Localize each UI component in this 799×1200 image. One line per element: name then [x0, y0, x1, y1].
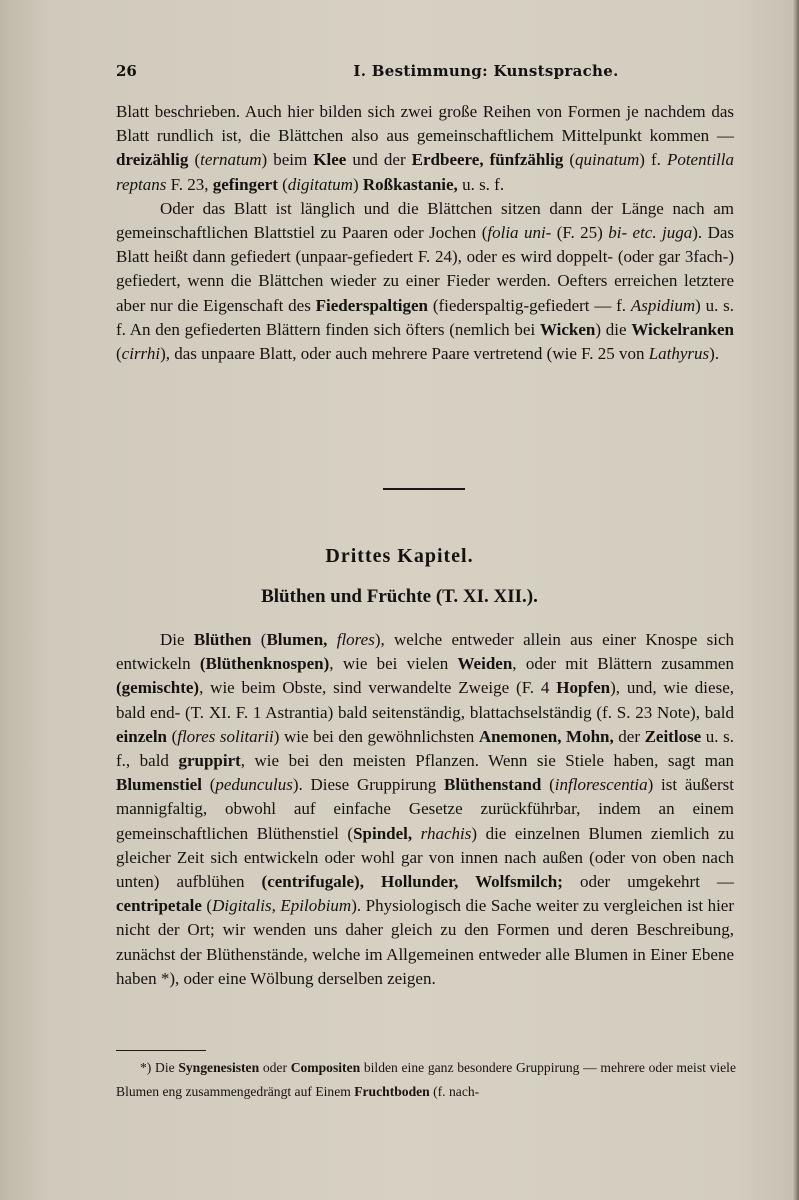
term-latin: rhachis — [420, 823, 472, 843]
text-run: ) — [352, 174, 363, 194]
term-bold: (gemischte) — [116, 678, 200, 698]
term-latin: pedunculus — [215, 775, 293, 795]
term-bold: Blüthen — [193, 630, 252, 649]
term-latin: Lathyrus — [648, 344, 710, 364]
text-run: ) ist äußerst mannigfaltig, obwohl auf einfache Gesetze zurückführbar, indem an einem gemeinschaftlichen Blüthenstiel ( — [116, 775, 734, 843]
text-block-upper — [116, 100, 734, 366]
section-divider — [383, 488, 465, 490]
term-bold: Klee — [313, 150, 347, 170]
term-latin: flores solitarii — [177, 726, 274, 746]
text-block-lower — [116, 628, 734, 991]
text-run: (F. 25) — [551, 223, 609, 243]
text-run: ) die einzelnen Blumen ziemlich zu gleicher Zeit sich entwickeln oder wohl gar von innen nach außen (oder von oben nach unten) aufblühen — [116, 823, 735, 892]
section-title: Blüthen und Früchte (T. XI. XII.). — [261, 586, 538, 607]
term-bold: Syngenesisten — [178, 1060, 260, 1075]
text-run: ), das unpaare Blatt, oder auch mehrere Paare vertretend (wie F. 25 von — [160, 344, 649, 364]
paragraph-flowers — [116, 628, 734, 991]
term-bold: Anemonen, Mohn, — [478, 726, 614, 746]
term-latin: bi- etc. juga — [608, 223, 693, 243]
text-run: Die — [160, 630, 194, 649]
term-bold: Zeitlose — [644, 726, 702, 746]
term-latin: Potentilla reptans — [116, 150, 734, 194]
text-run: u. s. f., bald — [116, 726, 734, 771]
text-run: ), welche entweder allein aus einer Knospe sich entwickeln — [116, 630, 734, 674]
paragraph-pinnate-leaves — [116, 197, 734, 366]
term-latin: cirrhi — [121, 344, 161, 364]
term-bold: Weiden — [457, 654, 513, 674]
text-run: ) beim — [261, 150, 314, 170]
chapter-title: Drittes Kapitel. — [325, 545, 474, 567]
term-bold: (Blüthenknospen) — [199, 654, 330, 674]
text-run: ( — [116, 344, 122, 364]
text-run: ( — [201, 896, 213, 916]
text-run: , wie bei vielen — [329, 654, 458, 674]
term-latin: folia uni- — [487, 223, 552, 243]
page-header — [116, 62, 728, 86]
term-bold: Wickelranken — [631, 319, 734, 339]
text-run: (fiederspaltig-gefiedert — f. — [428, 295, 631, 315]
term-latin: inflorescentia — [554, 775, 648, 795]
text-run: , wie bei den meisten Pflanzen. Wenn sie Stiele haben, sagt man — [240, 751, 734, 771]
term-latin: digitatum — [287, 174, 353, 194]
paragraph-compound-leaves — [116, 100, 734, 197]
text-run: ( — [541, 775, 555, 795]
text-run: ), und, wie diese, bald end- (T. XI. F. 1 Astrantia) bald seitenständig, blattachselständig (f. S. 23 Note), bald — [116, 678, 734, 722]
text-run: F. 23, — [166, 174, 213, 194]
text-run: oder umgekehrt — — [562, 872, 735, 892]
term-latin: Digitalis, Epilobium — [212, 896, 352, 916]
text-run: ). Physiologisch die Sache weiter zu vergleichen ist hier nicht der Ort; wir wenden uns daher gleich zu den Formen und deren Beschreibung, zunächst der Blüthenstände, welche im Allgemeinen entweder alle Blumen in Einer Ebene haben *), oder eine Wölbung derselben zeigen. — [116, 896, 734, 988]
text-run: ) f. — [639, 150, 667, 170]
text-run: ( — [188, 150, 201, 170]
term-bold: dreizählig — [116, 150, 189, 170]
text-run: oder — [259, 1060, 291, 1075]
text-run: ). Das Blatt heißt dann gefiedert (unpaar-gefiedert F. 24), oder es wird doppelt- (oder gar 3fach-) gefiedert, wenn die Blättchen wieder zu einer Fieder werden. Oefters erreichen letztere aber nur die Eigenschaft des — [116, 223, 735, 315]
term-bold: gruppirt — [178, 751, 241, 771]
text-run: , wie beim Obste, sind verwandelte Zweige (F. 4 — [199, 678, 557, 698]
text-run: ( — [277, 174, 288, 194]
text-run: ( — [251, 630, 267, 649]
term-bold: Wicken — [539, 319, 596, 339]
term-bold: (centrifugale), Hollunder, Wolfsmilch; — [261, 872, 563, 892]
term-latin: Aspidium — [630, 295, 696, 315]
text-run: ). — [709, 344, 720, 364]
term-bold: Fiederspaltigen — [315, 295, 429, 315]
text-run: ) u. s. f. An den gefiederten Blättern finden sich öfters (nemlich bei — [116, 295, 735, 339]
running-head: I. Bestimmung: Kunstsprache. — [353, 62, 619, 80]
term-bold: Blüthenstand — [444, 775, 542, 795]
term-bold: Blumen, — [266, 630, 328, 649]
term-latin: flores — [336, 630, 375, 649]
text-run: *) Die — [140, 1060, 179, 1075]
term-bold: Fruchtboden — [354, 1084, 430, 1099]
footnote-text — [116, 1056, 736, 1104]
term-latin: ternatum — [200, 150, 262, 170]
footnote — [116, 1056, 736, 1104]
text-run: u. s. f. — [457, 174, 505, 194]
text-run: , oder mit Blättern zusammen — [512, 654, 734, 674]
text-run: ( — [167, 726, 178, 746]
text-run: der — [613, 726, 645, 746]
text-run — [327, 630, 336, 649]
term-bold: Spindel, — [353, 823, 413, 843]
text-run: ) die — [595, 319, 632, 339]
term-bold: centripetale — [116, 896, 202, 916]
text-run: und der — [346, 150, 412, 170]
term-latin: quinatum — [575, 150, 640, 170]
text-run: Blatt beschrieben. Auch hier bilden sich zwei große Reihen von Formen je nachdem das Blatt rundlich ist, die Blättchen also aus gemeinschaftlichem Mittelpunkt kommen — — [116, 102, 734, 146]
text-run: ( — [201, 775, 216, 795]
term-bold: gefingert — [212, 174, 278, 194]
text-run: ) wie bei den gewöhnlichsten — [273, 726, 479, 746]
page-number: 26 — [116, 62, 137, 80]
term-bold: Blumenstiel — [116, 775, 202, 795]
text-run: ). Diese Gruppirung — [292, 775, 445, 795]
term-bold: Erdbeere, fünfzählig — [411, 150, 564, 170]
text-run: (f. nach- — [429, 1084, 480, 1099]
term-bold: Hopfen — [556, 678, 611, 698]
footnote-rule — [116, 1050, 206, 1051]
text-run — [412, 824, 421, 843]
text-run: ( — [563, 150, 576, 170]
text-run: bilden eine ganz besondere Gruppirung — mehrere oder meist viele Blumen eng zusammengedrängt auf Einem — [116, 1060, 736, 1099]
text-run: Oder das Blatt ist länglich und die Blättchen sitzen dann der Länge nach am gemeinschaftlichen Blattstiel zu Paaren oder Jochen ( — [116, 198, 734, 243]
term-bold: Compositen — [290, 1060, 361, 1075]
term-bold: Roßkastanie, — [362, 174, 458, 194]
term-bold: einzeln — [116, 726, 167, 746]
